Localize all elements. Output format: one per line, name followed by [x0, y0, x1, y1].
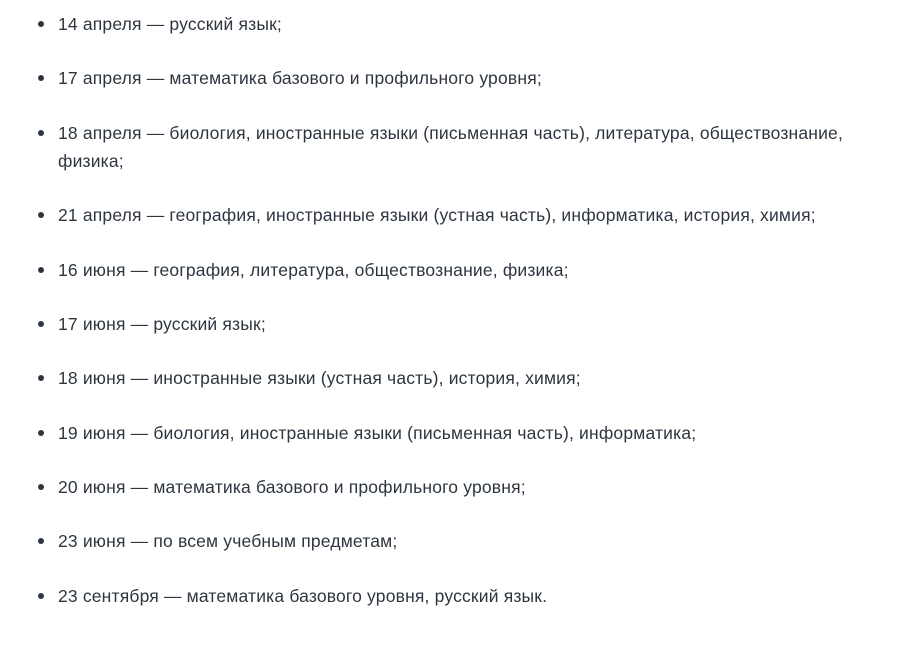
list-item — [20, 64, 893, 92]
list-item-text: 17 июня — русский язык; — [58, 314, 266, 335]
list-item — [20, 419, 893, 447]
list-item-text: 23 сентября — математика базового уровня, русский язык. — [58, 585, 548, 606]
list-item-text: 17 апреля — математика базового и профильного уровня; — [58, 68, 542, 89]
list-item-text: 14 апреля — русский язык; — [58, 14, 282, 34]
list-item — [20, 10, 893, 38]
list-item — [20, 310, 893, 338]
list-item-text: 20 июня — математика базового и профильного уровня; — [58, 477, 526, 498]
list-item — [20, 582, 893, 610]
list-item-text: 19 июня — биология, иностранные языки (письменная часть), информатика; — [58, 422, 697, 443]
exam-schedule-list — [20, 10, 893, 610]
bullet-icon — [38, 21, 44, 27]
list-item-text: 18 июня — иностранные языки (устная часть), история, химия; — [58, 368, 581, 389]
bullet-icon — [38, 538, 44, 544]
bullet-icon — [38, 375, 44, 381]
bullet-icon — [38, 321, 44, 327]
list-item-text: 16 июня — география, литература, обществознание, физика; — [58, 259, 569, 280]
bullet-icon — [38, 212, 44, 218]
bullet-icon — [38, 267, 44, 273]
list-item — [20, 201, 893, 229]
bullet-icon — [38, 130, 44, 136]
list-item — [20, 527, 893, 555]
list-item-text: 21 апреля — география, иностранные языки (устная часть), информатика, история, химия; — [58, 205, 816, 226]
list-item-text: 23 июня — по всем учебным предметам; — [58, 531, 398, 552]
bullet-icon — [38, 430, 44, 436]
list-item — [20, 256, 893, 284]
list-item-text: 18 апреля — биология, иностранные языки (письменная часть), литература, обществознание, физика; — [58, 122, 843, 172]
bullet-icon — [38, 75, 44, 81]
list-item — [20, 473, 893, 501]
bullet-icon — [38, 593, 44, 599]
list-item — [20, 119, 893, 176]
list-item — [20, 364, 893, 392]
bullet-icon — [38, 484, 44, 490]
